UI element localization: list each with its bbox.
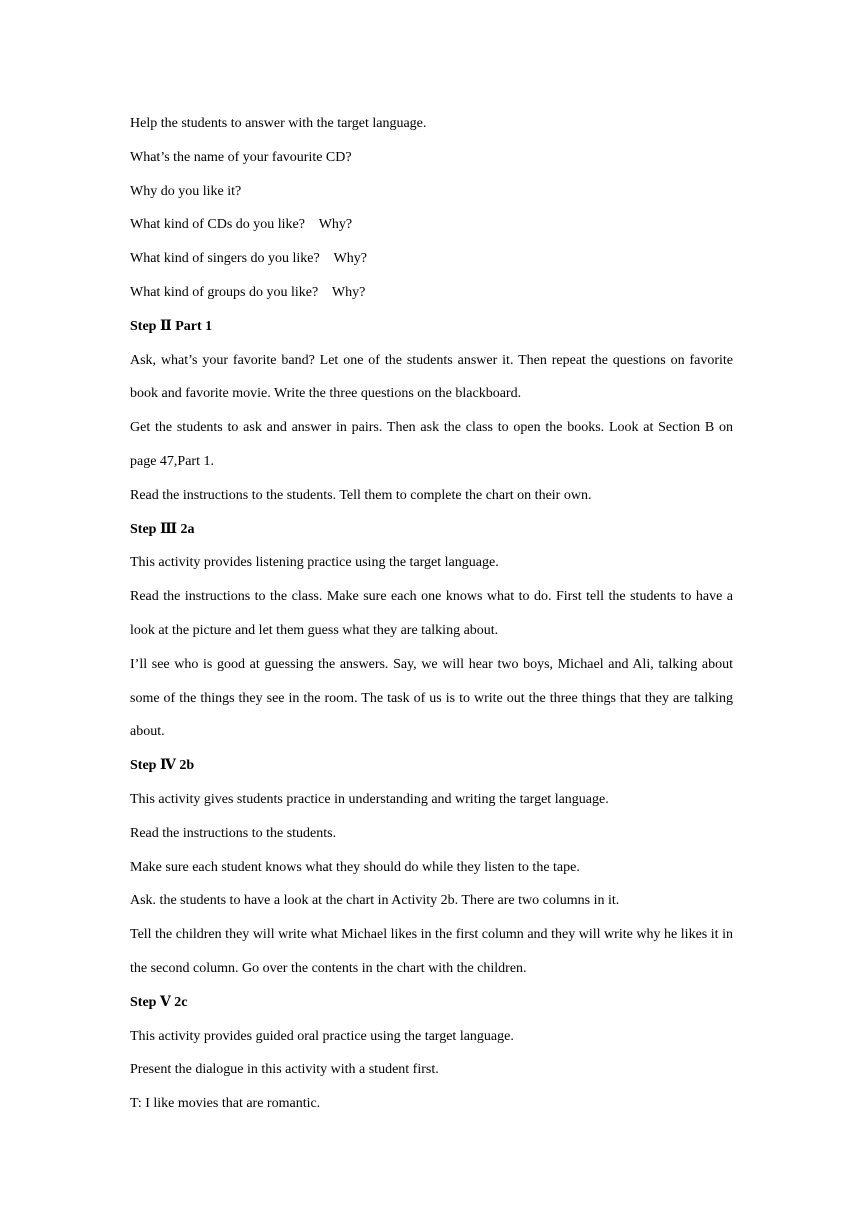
step3-paragraph-1: This activity provides listening practice using the target language. bbox=[130, 555, 499, 571]
step2-paragraph-2: Get the students to ask and answer in pairs. Then ask the class to open the books. Look at Section B on page 47,Part 1. bbox=[130, 420, 733, 469]
intro-line-1: Help the students to answer with the target language. bbox=[130, 116, 427, 131]
intro-line-3: Why do you like it? bbox=[130, 183, 242, 199]
step2-paragraph-1: Ask, what’s your favorite band? Let one of the students answer it. Then repeat the questions on favorite book and favorite movie. Write the three questions on the blackboard. bbox=[130, 352, 733, 402]
step4-paragraph-2: Read the instructions to the students. bbox=[130, 825, 337, 841]
step4-paragraph-1: This activity gives students practice in understanding and writing the target language. bbox=[130, 791, 609, 807]
step4-heading: Step Ⅳ 2b bbox=[130, 758, 195, 774]
step5-paragraph-2: Present the dialogue in this activity with a student first. bbox=[130, 1062, 439, 1078]
intro-line-5: What kind of singers do you like? Why? bbox=[130, 251, 367, 267]
step5-heading: Step Ⅴ 2c bbox=[130, 994, 188, 1010]
step4-paragraph-3: Make sure each student knows what they should do while they listen to the tape. bbox=[130, 859, 580, 875]
document-page bbox=[130, 107, 733, 1121]
intro-line-4: What kind of CDs do you like? Why? bbox=[130, 217, 353, 233]
step3-paragraph-2: Read the instructions to the class. Make sure each one knows what to do. First tell the students to have a look at the picture and let them guess what they are talking about. bbox=[130, 589, 733, 638]
intro-line-6: What kind of groups do you like? Why? bbox=[130, 284, 366, 300]
intro-line-2: What’s the name of your favourite CD? bbox=[130, 149, 352, 165]
step4-paragraph-5: Tell the children they will write what Michael likes in the first column and they will write why he likes it in the second column. Go over the contents in the chart with the children. bbox=[130, 927, 733, 976]
step4-paragraph-4: Ask. the students to have a look at the chart in Activity 2b. There are two columns in it. bbox=[130, 893, 620, 909]
step3-heading: Step Ⅲ 2a bbox=[130, 521, 195, 537]
step3-paragraph-3: I’ll see who is good at guessing the answers. Say, we will hear two boys, Michael and Ali, talking about some of the things they see in the room. The task of us is to write out the three things that they are talking about. bbox=[130, 656, 733, 740]
step5-paragraph-3: T: I like movies that are romantic. bbox=[130, 1096, 321, 1112]
step2-heading: Step Ⅱ Part 1 bbox=[130, 318, 213, 334]
step5-paragraph-1: This activity provides guided oral practice using the target language. bbox=[130, 1028, 514, 1044]
step2-paragraph-3: Read the instructions to the students. Tell them to complete the chart on their own. bbox=[130, 487, 592, 503]
